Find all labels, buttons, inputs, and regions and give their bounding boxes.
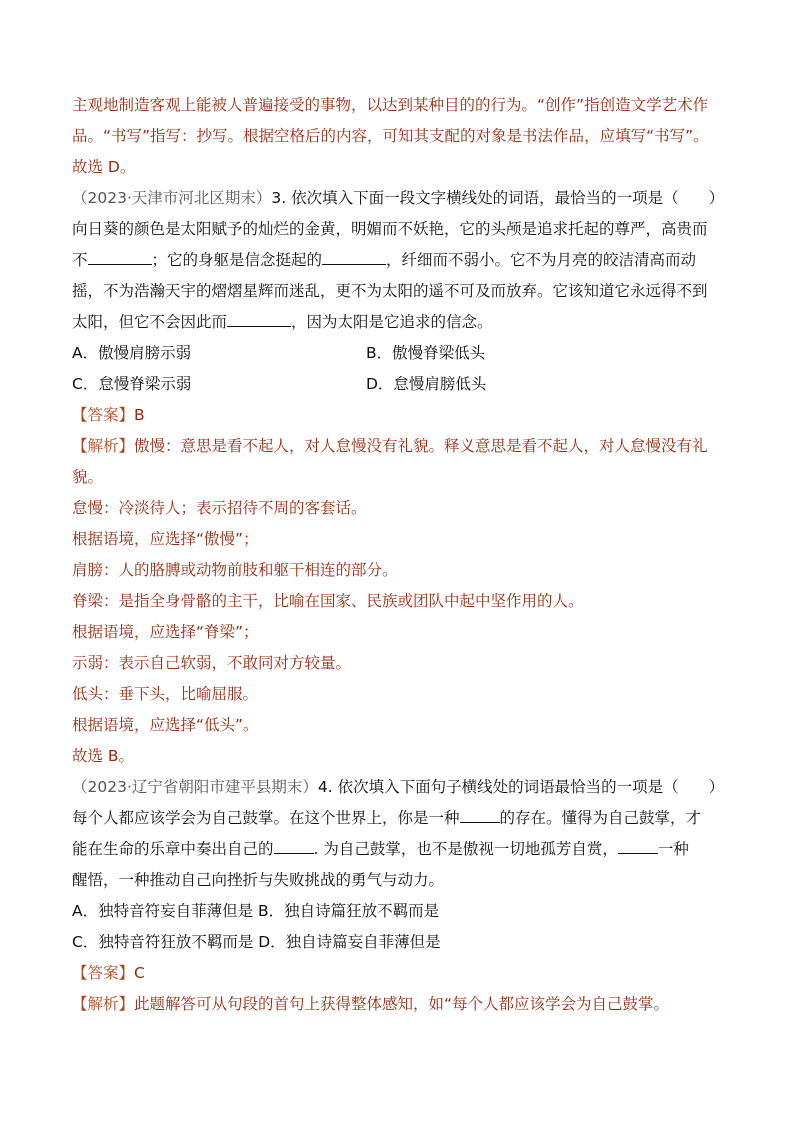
- fill-blank: [322, 246, 386, 265]
- answer-tag: 【答案】: [72, 406, 135, 424]
- passage-line: 摇，不为浩瀚天宇的熠熠星辉而迷乱，更不为太阳的遥不可及而放弃。它该知道它永远得不到: [72, 282, 708, 300]
- options-row: [72, 338, 724, 369]
- passage-text: 的存在。懂得为自己鼓掌，才: [499, 809, 702, 827]
- analysis-text: 傲慢：意思是看不起人，对人怠慢没有礼貌。释义意思是看不起人，对人怠慢没有礼: [134, 437, 708, 455]
- fill-blank: [618, 835, 658, 854]
- options-row: [72, 369, 724, 400]
- analysis-line: 根据语境，应选择“低头”。: [72, 716, 259, 734]
- fill-blank: [88, 246, 152, 265]
- answer-value: B: [134, 406, 145, 424]
- option-d: D．怠慢肩膀低头: [366, 375, 487, 393]
- passage-text: 能在生命的乐章中奏出自己的: [72, 840, 274, 858]
- passage-line: [72, 307, 724, 338]
- analysis-line: 根据语境，应选择“脊梁”；: [72, 623, 259, 641]
- analysis-line: 根据语境，应选择“傲慢”；: [72, 530, 259, 548]
- analysis-line: 故选 B。: [72, 747, 135, 765]
- analysis-line: [72, 989, 724, 1020]
- options-row: A．独特音符妄自菲薄但是 B．独自诗篇狂放不羁而是: [72, 902, 440, 920]
- passage-line: [72, 834, 724, 865]
- analysis-line: 脊梁：是指全身骨骼的主干，比喻在国家、民族或团队中起中坚作用的人。: [72, 592, 584, 610]
- passage-line: [72, 803, 724, 834]
- answer-line: [72, 958, 724, 989]
- option-b: B．傲慢脊梁低头: [366, 344, 486, 362]
- answer-value: C: [134, 964, 145, 982]
- passage-line: 向日葵的颜色是太阳赋予的灿烂的金黄，明媚而不妖艳，它的头颅是追求托起的尊严，高贵而: [72, 220, 708, 238]
- question-source: （2023·天津市河北区期末）: [72, 189, 272, 207]
- prev-explanation-line: 品。“书写”指写：抄写。根据空格后的内容，可知其支配的对象是书法作品，应填写“书写”。: [72, 127, 709, 145]
- passage-text: 太阳，但它不会因此而: [72, 313, 228, 331]
- analysis-tag: 【解析】: [72, 995, 135, 1013]
- passage-text: . 为自己鼓掌，也不是傲视一切地孤芳自赏，: [313, 840, 618, 858]
- analysis-tag: 【解析】: [72, 437, 135, 455]
- question-source: （2023·辽宁省朝阳市建平县期末）: [72, 778, 318, 796]
- fill-blank: [274, 835, 314, 854]
- prev-explanation-line: 故选 D。: [72, 158, 136, 176]
- question-3-stem: [72, 183, 724, 214]
- question-text: 4. 依次填入下面句子横线处的词语最恰当的一项是（: [317, 778, 679, 796]
- prev-explanation-line: 主观地制造客观上能被人普遍接受的事物，以达到某种目的的行为。“创作”指创造文学艺术作: [72, 96, 709, 114]
- options-row: C．独特音符狂放不羁而是 D．独自诗篇妄自菲薄但是: [72, 933, 441, 951]
- fill-blank: [460, 804, 500, 823]
- option-c: C．怠慢脊梁示弱: [72, 375, 192, 393]
- analysis-line: 貌。: [72, 468, 104, 486]
- paren-close: ）: [708, 778, 725, 796]
- analysis-line: 示弱：表示自己软弱，不敢同对方较量。: [72, 654, 352, 672]
- passage-text: 一种: [657, 840, 689, 858]
- fill-blank: [227, 308, 291, 327]
- passage-text: ；它的身躯是信念挺起的: [151, 251, 323, 269]
- document-page: [72, 90, 724, 1020]
- question-text: 3. 依次填入下面一段文字横线处的词语，最恰当的一项是（: [271, 189, 679, 207]
- analysis-text: 此题解答可从句段的首句上获得整体感知，如“每个人都应该学会为自己鼓掌。: [134, 995, 670, 1013]
- passage-line: [72, 245, 724, 276]
- passage-text: 每个人都应该学会为自己鼓掌。在这个世界上，你是一种: [72, 809, 460, 827]
- question-4-stem: [72, 772, 724, 803]
- option-a: A．傲慢肩膀示弱: [72, 344, 192, 362]
- passage-text: 不: [72, 251, 88, 269]
- analysis-line: 低头：垂下头，比喻屈服。: [72, 685, 259, 703]
- answer-line: [72, 400, 724, 431]
- passage-line: 醒悟，一种推动自己向挫折与失败挑战的勇气与动力。: [72, 871, 445, 889]
- analysis-line: [72, 431, 724, 462]
- paren-close: ）: [708, 189, 725, 207]
- analysis-line: 肩膀：人的胳膊或动物前肢和躯干相连的部分。: [72, 561, 398, 579]
- passage-text: ，纤细而不弱小。它不为月亮的皎洁清高而动: [386, 251, 697, 269]
- analysis-line: 怠慢：冷淡待人；表示招待不周的客套话。: [72, 499, 367, 517]
- answer-tag: 【答案】: [72, 964, 135, 982]
- passage-text: ，因为太阳是它追求的信念。: [291, 313, 493, 331]
